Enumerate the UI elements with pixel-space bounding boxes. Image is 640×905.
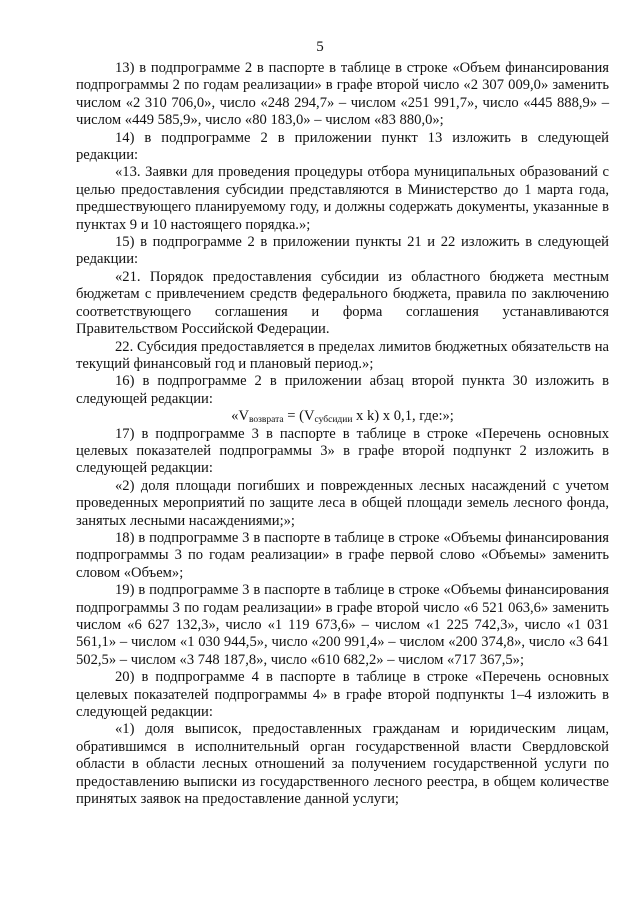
formula-line — [76, 408, 609, 425]
paragraph-quote-point-13: «13. Заявки для проведения процедуры отбора муниципальных образований с целью предоставления субсидии представляются в Министерство до 1 марта года, предшествующего планируемому году, и должны содержать документы, указанные в пунктах 9 и 10 настоящего порядка.»; — [76, 164, 609, 233]
paragraph-quote-subitem-1: «1) доля выписок, предоставленных гражданам и юридическим лицам, обратившимся в исполнительный орган государственной власти Свердловской области в области лесных отношений за получением государственной услуги по предоставлению выписки из государственного лесного реестра, в общем количестве принятых заявок на предоставление данной услуги; — [76, 721, 609, 808]
paragraph-item-20: 20) в подпрограмме 4 в паспорте в таблице в строке «Перечень основных целевых показателей подпрограммы 4» в графе второй подпункты 1–4 изложить в следующей редакции: — [76, 669, 609, 721]
paragraph-quote-subitem-2: «2) доля площади погибших и поврежденных лесных насаждений с учетом проведенных мероприятий по защите леса в общей площади земель лесного фонда, занятых лесными насаждениями;»; — [76, 477, 609, 529]
paragraph-quote-point-22: 22. Субсидия предоставляется в пределах лимитов бюджетных обязательств на текущий финансовый год и плановый период.»; — [76, 338, 609, 372]
formula-subscript-return: возврата — [248, 415, 284, 426]
page-number: 5 — [316, 39, 324, 55]
formula-subscript-subsidy: субсидии — [314, 415, 353, 426]
paragraph-item-18: 18) в подпрограмме 3 в паспорте в таблице в строке «Объемы финансирования подпрограммы 3 по годам реализации» в графе первой слово «Объемы» заменить словом «Объем»; — [76, 529, 609, 581]
paragraph-item-19: 19) в подпрограмме 3 в паспорте в таблице в строке «Объемы финансирования подпрограммы 3 по годам реализации» в графе второй число «6 521 063,6» заменить числом «6 627 132,3», число «1 119 673,6» – числом «1 225 742,3», число «1 031 561,1» – числом «1 030 944,5», число «200 991,4» – числом «200 374,8», число «3 641 502,5» – числом «3 748 187,8», число «610 682,2» – числом «717 367,5»; — [76, 582, 609, 668]
paragraph-item-13: 13) в подпрограмме 2 в паспорте в таблице в строке «Объем финансирования подпрограммы 2 по годам реализации» в графе второй число «2 307 009,0» заменить числом «2 310 706,0», число «248 294,7» – числом «251 991,7», число «445 888,9» – числом «449 585,9», число «80 183,0» – числом «83 880,0»; — [76, 60, 609, 129]
formula-middle: = (V — [283, 408, 315, 425]
paragraph-item-17: 17) в подпрограмме 3 в паспорте в таблице в строке «Перечень основных целевых показателей подпрограммы 3» в графе второй подпункт 2 изложить в следующей редакции: — [76, 425, 609, 477]
paragraph-item-16: 16) в подпрограмме 2 в приложении абзац второй пункта 30 изложить в следующей редакции: — [76, 373, 609, 407]
paragraph-quote-point-21: «21. Порядок предоставления субсидии из областного бюджета местным бюджетам с привлечением средств федерального бюджета, правила по заключению соответствующего соглашения и форма соглашения устанавливаются Правительством Российской Федерации. — [76, 268, 609, 338]
paragraph-item-14: 14) в подпрограмме 2 в приложении пункт 13 изложить в следующей редакции: — [76, 129, 609, 164]
formula-open: «V — [231, 408, 249, 425]
formula-close: x k) x 0,1, где:»; — [352, 408, 454, 425]
document-body — [76, 60, 609, 808]
paragraph-item-15: 15) в подпрограмме 2 в приложении пункты 21 и 22 изложить в следующей редакции: — [76, 234, 609, 268]
